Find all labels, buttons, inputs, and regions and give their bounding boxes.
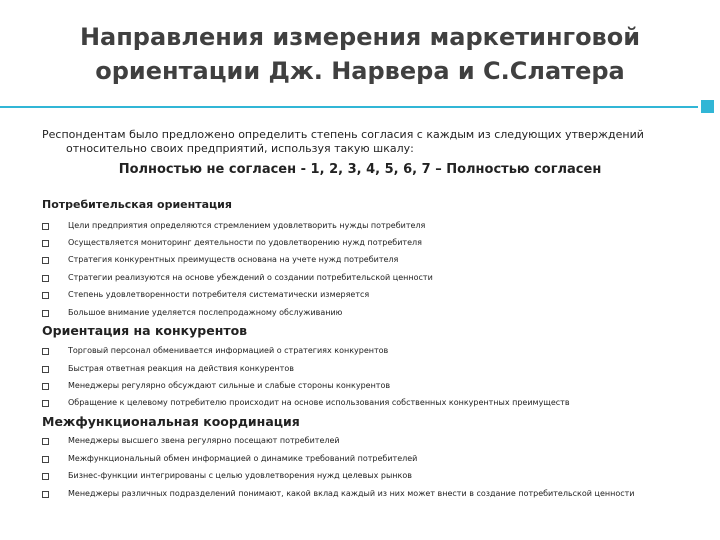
list-item: Торговый персонал обменивается информацией о стратегиях конкурентов [42, 346, 692, 356]
checkbox-icon [42, 456, 49, 463]
rating-scale: Полностью не согласен - 1, 2, 3, 4, 5, 6, 7 – Полностью согласен [118, 162, 602, 177]
list-item: Менеджеры регулярно обсуждают сильные и слабые стороны конкурентов [42, 381, 692, 391]
intro-text [42, 128, 682, 156]
list-item: Менеджеры высшего звена регулярно посещают потребителей [42, 436, 692, 446]
checkbox-icon [42, 223, 49, 230]
list-item: Менеджеры различных подразделений понимают, какой вклад каждый из них может внести в создание потребительской ценности [42, 489, 692, 499]
checkbox-icon [42, 310, 49, 317]
checkbox-icon [42, 366, 49, 373]
list-item: Обращение к целевому потребителю происходит на основе использования собственных конкурентных преимуществ [42, 398, 692, 408]
list-item: Межфункциональный обмен информацией о динамике требований потребителей [42, 454, 692, 464]
section-heading-customer-orientation: Потребительская ориентация [42, 198, 232, 211]
checkbox-icon [42, 275, 49, 282]
intro-line-2: относительно своих предприятий, используя такую шкалу: [66, 142, 414, 155]
checkbox-icon [42, 240, 49, 247]
checkbox-icon [42, 348, 49, 355]
list-item: Бизнес-функции интегрированы с целью удовлетворения нужд целевых рынков [42, 471, 692, 481]
intro-line-1: Респондентам было предложено определить степень согласия с каждым из следующих утверждений [42, 128, 644, 141]
section-heading-competitor-orientation: Ориентация на конкурентов [42, 323, 248, 338]
checkbox-icon [42, 292, 49, 299]
title-line-2: ориентации Дж. Нарвера и С.Слатера [95, 57, 625, 85]
checkbox-icon [42, 438, 49, 445]
list-item: Быстрая ответная реакция на действия конкурентов [42, 364, 692, 374]
title-divider [0, 106, 698, 108]
list-item: Стратегия конкурентных преимуществ основана на учете нужд потребителя [42, 255, 692, 265]
list-item: Цели предприятия определяются стремлением удовлетворить нужды потребителя [42, 221, 692, 231]
checkbox-icon [42, 257, 49, 264]
divider-accent-square [701, 100, 714, 113]
list-item: Большое внимание уделяется послепродажному обслуживанию [42, 308, 692, 318]
title-line-1: Направления измерения маркетинговой [79, 23, 641, 51]
page-title [60, 20, 660, 88]
checkbox-icon [42, 400, 49, 407]
checkbox-icon [42, 473, 49, 480]
section-heading-interfunctional-coordination: Межфункциональная координация [42, 414, 300, 429]
checkbox-icon [42, 491, 49, 498]
list-item: Осуществляется мониторинг деятельности по удовлетворению нужд потребителя [42, 238, 692, 248]
list-item: Степень удовлетворенности потребителя систематически измеряется [42, 290, 692, 300]
checkbox-icon [42, 383, 49, 390]
list-item: Стратегии реализуются на основе убеждений о создании потребительской ценности [42, 273, 692, 283]
